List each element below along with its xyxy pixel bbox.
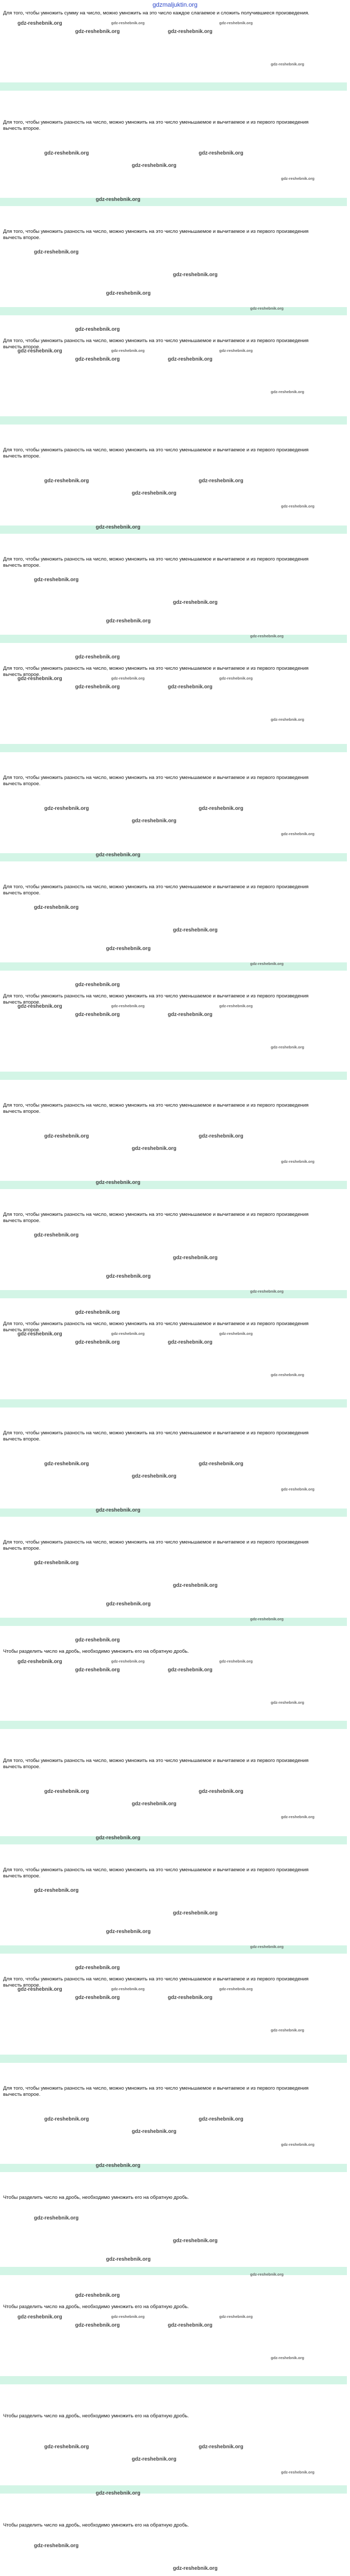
watermark: gdz-reshebnik.org	[96, 197, 141, 202]
problem-block	[3, 775, 347, 884]
answer-line	[0, 198, 347, 206]
equation-line	[3, 1879, 347, 1888]
equation-line	[3, 946, 347, 954]
watermark: gdz-reshebnik.org	[173, 1910, 218, 1916]
equation-line	[3, 1451, 347, 1459]
problem-block	[3, 2304, 347, 2413]
equation-line	[3, 282, 347, 291]
problem-block	[3, 884, 347, 993]
problem-block	[3, 2522, 347, 2576]
watermark: gdz-reshebnik.org	[281, 2470, 315, 2475]
equation-line	[3, 585, 347, 594]
equation-line	[3, 1828, 347, 1836]
watermark: gdz-reshebnik.org	[132, 2129, 177, 2134]
problem-list	[3, 10, 347, 2576]
watermark: gdz-reshebnik.org	[75, 1995, 120, 2001]
rule-hint: Для того, чтобы умножить разность на число, можно умножить на это число уменьшаемое и вычитаемое и из первого произведения вычесть второе.	[3, 1321, 309, 1333]
equation-line	[3, 66, 347, 74]
watermark: gdz-reshebnik.org	[18, 676, 62, 682]
equation-line	[3, 291, 347, 299]
equation-line	[3, 190, 347, 198]
equation-line	[3, 2436, 347, 2444]
equation-line	[3, 2098, 347, 2106]
answer-line	[0, 744, 347, 752]
watermark: gdz-reshebnik.org	[18, 1004, 62, 1009]
rule-hint: Для того, чтобы умножить разность на число, можно умножить на это число уменьшаемое и вычитаемое и из первого произведения вычесть второе.	[3, 556, 309, 568]
watermark: gdz-reshebnik.org	[132, 1801, 177, 1807]
watermark: gdz-reshebnik.org	[111, 1331, 145, 1336]
answer-line	[0, 1181, 347, 1189]
rule-hint: Для того, чтобы умножить разность на число, можно умножить на это число уменьшаемое и вычитаемое и из первого произведения вычесть второе.	[3, 775, 309, 787]
watermark: gdz-reshebnik.org	[34, 1888, 79, 1893]
watermark: gdz-reshebnik.org	[271, 2355, 305, 2360]
problem-block	[3, 1103, 347, 1212]
problem-block	[3, 120, 347, 229]
watermark: gdz-reshebnik.org	[271, 1372, 305, 1377]
rule-hint: Чтобы разделить число на дробь, необходимо умножить его на обратную дробь.	[3, 2413, 189, 2419]
equation-line	[3, 1241, 347, 1249]
watermark: gdz-reshebnik.org	[168, 684, 213, 690]
answer-line	[0, 962, 347, 971]
equation-line	[3, 2038, 347, 2046]
answer-line	[0, 1072, 347, 1080]
equation-line	[3, 1609, 347, 1618]
rule-hint: Для того, чтобы умножить разность на число, можно умножить на это число уменьшаемое и вычитаемое и из первого произведения вычесть второе.	[3, 338, 309, 350]
watermark: gdz-reshebnik.org	[106, 291, 151, 296]
watermark: gdz-reshebnik.org	[34, 2215, 79, 2221]
watermark: gdz-reshebnik.org	[250, 306, 284, 311]
equation-line	[3, 1552, 347, 1560]
equation-line	[3, 367, 347, 375]
watermark: gdz-reshebnik.org	[18, 1331, 62, 1337]
equation-line	[3, 736, 347, 744]
equation-line	[3, 795, 347, 804]
problem-block	[3, 1867, 347, 1976]
watermark: gdz-reshebnik.org	[281, 1815, 315, 1819]
equation-line	[3, 1688, 347, 1696]
answer-line	[0, 1945, 347, 1954]
equation-line	[3, 2250, 347, 2259]
watermark: gdz-reshebnik.org	[199, 478, 243, 484]
answer-line	[0, 1290, 347, 1298]
equation-line	[3, 181, 347, 190]
watermark: gdz-reshebnik.org	[111, 348, 145, 353]
problem-block	[3, 2413, 347, 2522]
watermark: gdz-reshebnik.org	[111, 21, 145, 25]
problem-block	[3, 666, 347, 775]
watermark: gdz-reshebnik.org	[75, 1965, 120, 1971]
equation-line	[3, 2428, 347, 2436]
equation-line	[3, 1713, 347, 1721]
equation-line	[3, 2477, 347, 2485]
watermark: gdz-reshebnik.org	[111, 1004, 145, 1008]
watermark: gdz-reshebnik.org	[106, 1274, 151, 1279]
rule-hint: Для того, чтобы умножить разность на число, можно умножить на это число уменьшаемое и вычитаемое и из первого произведения вычесть второе.	[3, 1867, 309, 1879]
equation-line	[3, 400, 347, 408]
problem-block	[3, 1976, 347, 2086]
equation-line	[3, 1443, 347, 1451]
watermark: gdz-reshebnik.org	[75, 357, 120, 362]
equation-line	[3, 954, 347, 962]
watermark: gdz-reshebnik.org	[34, 1232, 79, 1238]
problem-block	[3, 10, 347, 120]
rule-hint: Для того, чтобы умножить разность на число, можно умножить на это число уменьшаемое и вычитаемое и из первого произведения вычесть второе.	[3, 1976, 309, 1988]
watermark: gdz-reshebnik.org	[168, 1995, 213, 2001]
equation-line	[3, 2046, 347, 2055]
equation-line	[3, 1820, 347, 1828]
watermark: gdz-reshebnik.org	[44, 806, 89, 811]
watermark: gdz-reshebnik.org	[271, 717, 305, 722]
watermark: gdz-reshebnik.org	[34, 2543, 79, 2549]
watermark: gdz-reshebnik.org	[75, 1340, 120, 1345]
watermark: gdz-reshebnik.org	[75, 684, 120, 690]
watermark: gdz-reshebnik.org	[271, 1045, 305, 1049]
problem-block	[3, 2195, 347, 2304]
equation-line	[3, 837, 347, 845]
watermark: gdz-reshebnik.org	[44, 2444, 89, 2450]
equation-line	[3, 241, 347, 249]
equation-line	[3, 140, 347, 148]
watermark: gdz-reshebnik.org	[34, 1560, 79, 1566]
equation-line	[3, 618, 347, 626]
problem-block	[3, 556, 347, 666]
watermark: gdz-reshebnik.org	[132, 2456, 177, 2462]
rule-hint: Для того, чтобы умножить разность на число, можно умножить на это число уменьшаемое и вычитаемое и из первого произведения вычесть второе.	[3, 1539, 309, 1551]
equation-line	[3, 845, 347, 853]
watermark: gdz-reshebnik.org	[250, 1944, 284, 1949]
watermark: gdz-reshebnik.org	[44, 150, 89, 156]
answer-line	[0, 1836, 347, 1844]
watermark: gdz-reshebnik.org	[168, 1667, 213, 1673]
equation-line	[3, 1063, 347, 1072]
watermark: gdz-reshebnik.org	[173, 927, 218, 933]
equation-line	[3, 1568, 347, 1577]
equation-line	[3, 1500, 347, 1509]
equation-line	[3, 509, 347, 517]
watermark: gdz-reshebnik.org	[250, 1617, 284, 1621]
rule-hint: Чтобы разделить число на дробь, необходимо умножить его на обратную дробь.	[3, 2304, 189, 2310]
watermark: gdz-reshebnik.org	[132, 818, 177, 824]
equation-line	[3, 727, 347, 736]
watermark: gdz-reshebnik.org	[132, 490, 177, 496]
watermark: gdz-reshebnik.org	[173, 1583, 218, 1588]
equation-line	[3, 938, 347, 946]
watermark: gdz-reshebnik.org	[173, 2566, 218, 2571]
watermark: gdz-reshebnik.org	[96, 524, 141, 530]
equation-line	[3, 1492, 347, 1500]
watermark: gdz-reshebnik.org	[18, 348, 62, 354]
watermark: gdz-reshebnik.org	[219, 21, 253, 25]
answer-line	[0, 2376, 347, 2384]
watermark: gdz-reshebnik.org	[271, 2028, 305, 2032]
rule-hint: Для того, чтобы умножить разность на число, можно умножить на это число уменьшаемое и вычитаемое и из первого произведения вычесть второе.	[3, 1430, 309, 1442]
equation-line	[3, 626, 347, 635]
watermark: gdz-reshebnik.org	[281, 1487, 315, 1492]
watermark: gdz-reshebnik.org	[281, 1159, 315, 1164]
watermark: gdz-reshebnik.org	[75, 327, 120, 332]
watermark: gdz-reshebnik.org	[111, 676, 145, 681]
equation-line	[3, 1929, 347, 1937]
answer-line	[0, 416, 347, 425]
watermark: gdz-reshebnik.org	[96, 2163, 141, 2168]
answer-line	[0, 2485, 347, 2494]
problem-block	[3, 1758, 347, 1867]
equation-line	[3, 2419, 347, 2428]
watermark: gdz-reshebnik.org	[75, 1667, 120, 1673]
watermark: gdz-reshebnik.org	[271, 1700, 305, 1705]
watermark: gdz-reshebnik.org	[271, 62, 305, 66]
equation-line	[3, 703, 347, 711]
equation-line	[3, 569, 347, 577]
answer-line	[0, 1618, 347, 1626]
watermark: gdz-reshebnik.org	[44, 2116, 89, 2122]
watermark: gdz-reshebnik.org	[199, 1461, 243, 1467]
answer-line	[0, 2267, 347, 2275]
answer-line	[0, 82, 347, 91]
watermark: gdz-reshebnik.org	[18, 1987, 62, 1992]
watermark: gdz-reshebnik.org	[18, 21, 62, 26]
equation-line	[3, 1173, 347, 1181]
rule-hint: Чтобы разделить число на дробь, необходимо умножить его на обратную дробь.	[3, 1649, 189, 1654]
watermark: gdz-reshebnik.org	[219, 676, 253, 681]
equation-line	[3, 468, 347, 476]
problem-block	[3, 1649, 347, 1758]
watermark: gdz-reshebnik.org	[96, 1180, 141, 1185]
rule-hint: Чтобы разделить число на дробь, необходимо умножить его на обратную дробь.	[3, 2195, 189, 2200]
rule-hint: Для того, чтобы умножить разность на число, можно умножить на это число уменьшаемое и вычитаемое и из первого произведения вычесть второе.	[3, 120, 309, 131]
equation-line	[3, 1896, 347, 1904]
equation-line	[3, 517, 347, 526]
answer-line	[0, 2164, 347, 2172]
equation-line	[3, 2201, 347, 2209]
watermark: gdz-reshebnik.org	[199, 2444, 243, 2450]
problem-block	[3, 1430, 347, 1539]
watermark: gdz-reshebnik.org	[111, 1659, 145, 1664]
watermark: gdz-reshebnik.org	[219, 2314, 253, 2319]
answer-line	[0, 307, 347, 315]
equation-line	[3, 1224, 347, 1232]
equation-line	[3, 1274, 347, 1282]
equation-line	[3, 132, 347, 140]
watermark: gdz-reshebnik.org	[106, 1601, 151, 1607]
watermark: gdz-reshebnik.org	[106, 946, 151, 952]
watermark: gdz-reshebnik.org	[96, 1507, 141, 1513]
watermark: gdz-reshebnik.org	[173, 2238, 218, 2244]
site-link[interactable]: gdzmaljuktin.org	[152, 1, 198, 8]
watermark: gdz-reshebnik.org	[250, 634, 284, 638]
answer-line	[0, 853, 347, 861]
problem-block	[3, 229, 347, 338]
watermark: gdz-reshebnik.org	[96, 2490, 141, 2496]
watermark: gdz-reshebnik.org	[219, 348, 253, 353]
problem-block	[3, 1321, 347, 1430]
watermark: gdz-reshebnik.org	[18, 1659, 62, 1665]
watermark: gdz-reshebnik.org	[75, 654, 120, 660]
equation-line	[3, 2335, 347, 2343]
equation-line	[3, 460, 347, 468]
equation-line	[3, 258, 347, 266]
answer-line	[0, 635, 347, 643]
watermark: gdz-reshebnik.org	[106, 618, 151, 624]
equation-line	[3, 1282, 347, 1290]
equation-line	[3, 1164, 347, 1173]
equation-line	[3, 896, 347, 905]
equation-line	[3, 1770, 347, 1778]
watermark: gdz-reshebnik.org	[281, 504, 315, 509]
answer-line	[0, 1509, 347, 1517]
watermark: gdz-reshebnik.org	[96, 852, 141, 858]
watermark: gdz-reshebnik.org	[44, 478, 89, 484]
watermark: gdz-reshebnik.org	[219, 1987, 253, 1991]
answer-line	[0, 526, 347, 534]
answer-line	[0, 1399, 347, 1408]
watermark: gdz-reshebnik.org	[132, 1146, 177, 1151]
watermark: gdz-reshebnik.org	[250, 961, 284, 966]
problem-block	[3, 1539, 347, 1649]
watermark: gdz-reshebnik.org	[111, 2314, 145, 2319]
watermark: gdz-reshebnik.org	[271, 389, 305, 394]
answer-line	[0, 1721, 347, 1729]
answer-line	[0, 2055, 347, 2063]
watermark: gdz-reshebnik.org	[44, 1133, 89, 1139]
problem-block	[3, 447, 347, 556]
watermark: gdz-reshebnik.org	[132, 1473, 177, 1479]
watermark: gdz-reshebnik.org	[34, 249, 79, 255]
equation-line	[3, 1593, 347, 1601]
equation-line	[3, 2343, 347, 2351]
equation-line	[3, 1123, 347, 1131]
watermark: gdz-reshebnik.org	[106, 1929, 151, 1935]
watermark: gdz-reshebnik.org	[199, 806, 243, 811]
watermark: gdz-reshebnik.org	[168, 1012, 213, 1018]
watermark: gdz-reshebnik.org	[96, 1835, 141, 1841]
equation-line	[3, 1055, 347, 1063]
watermark: gdz-reshebnik.org	[281, 832, 315, 836]
watermark: gdz-reshebnik.org	[75, 2293, 120, 2298]
equation-line	[3, 2529, 347, 2537]
equation-line	[3, 2360, 347, 2368]
equation-line	[3, 694, 347, 703]
problem-block	[3, 338, 347, 447]
rule-hint: Для того, чтобы умножить разность на число, можно умножить на это число уменьшаемое и вычитаемое и из первого произведения вычесть второе.	[3, 666, 309, 677]
equation-line	[3, 1383, 347, 1391]
problem-block	[3, 993, 347, 1103]
rule-hint: Для того, чтобы умножить разность на число, можно умножить на это число уменьшаемое и вычитаемое и из первого произведения вычесть второе.	[3, 993, 309, 1005]
rule-hint: Для того, чтобы умножить разность на число, можно умножить на это число уменьшаемое и вычитаемое и из первого произведения вычесть второе.	[3, 1103, 309, 1114]
equation-line	[3, 2106, 347, 2114]
equation-line	[3, 1704, 347, 1713]
equation-line	[3, 1937, 347, 1945]
equation-line	[3, 2013, 347, 2022]
rule-hint: Для того, чтобы умножить сумму на число, можно умножить на это число каждое слагаемое и сложить получившиеся произведения.	[3, 10, 309, 16]
equation-line	[3, 1921, 347, 1929]
watermark: gdz-reshebnik.org	[250, 1289, 284, 1294]
equation-line	[3, 41, 347, 49]
watermark: gdz-reshebnik.org	[173, 1255, 218, 1261]
equation-line	[3, 1265, 347, 1274]
equation-line	[3, 1022, 347, 1030]
watermark: gdz-reshebnik.org	[219, 1004, 253, 1008]
equation-line	[3, 2226, 347, 2234]
watermark: gdz-reshebnik.org	[75, 1012, 120, 1018]
problem-block	[3, 1212, 347, 1321]
equation-line	[3, 1391, 347, 1399]
equation-line	[3, 1601, 347, 1609]
watermark: gdz-reshebnik.org	[199, 1789, 243, 1794]
watermark: gdz-reshebnik.org	[281, 176, 315, 181]
watermark: gdz-reshebnik.org	[199, 150, 243, 156]
equation-line	[3, 2259, 347, 2267]
equation-line	[3, 408, 347, 416]
watermark: gdz-reshebnik.org	[18, 2314, 62, 2320]
equation-line	[3, 787, 347, 795]
watermark: gdz-reshebnik.org	[111, 1987, 145, 1991]
watermark: gdz-reshebnik.org	[168, 357, 213, 362]
watermark: gdz-reshebnik.org	[34, 577, 79, 583]
watermark: gdz-reshebnik.org	[106, 2257, 151, 2262]
rule-hint: Для того, чтобы умножить разность на число, можно умножить на это число уменьшаемое и вычитаемое и из первого произведения вычесть второе.	[3, 1758, 309, 1770]
watermark: gdz-reshebnik.org	[75, 29, 120, 35]
problem-block	[3, 2086, 347, 2195]
watermark: gdz-reshebnik.org	[75, 2323, 120, 2328]
equation-line	[3, 610, 347, 618]
watermark: gdz-reshebnik.org	[168, 2323, 213, 2328]
watermark: gdz-reshebnik.org	[219, 1331, 253, 1336]
rule-hint: Для того, чтобы умножить разность на число, можно умножить на это число уменьшаемое и вычитаемое и из первого произведения вычесть второе.	[3, 1212, 309, 1224]
rule-hint: Чтобы разделить число на дробь, необходимо умножить его на обратную дробь.	[3, 2522, 189, 2528]
watermark: gdz-reshebnik.org	[281, 2142, 315, 2147]
equation-line	[3, 1778, 347, 1787]
watermark: gdz-reshebnik.org	[219, 1659, 253, 1664]
equation-line	[3, 2147, 347, 2156]
watermark: gdz-reshebnik.org	[199, 1133, 243, 1139]
watermark: gdz-reshebnik.org	[173, 600, 218, 605]
equation-line	[3, 1680, 347, 1688]
watermark: gdz-reshebnik.org	[168, 29, 213, 35]
equation-line	[3, 1350, 347, 1358]
equation-line	[3, 2553, 347, 2562]
rule-hint: Для того, чтобы умножить разность на число, можно умножить на это число уменьшаемое и вычитаемое и из первого произведения вычесть второе.	[3, 447, 309, 459]
equation-line	[3, 913, 347, 921]
equation-line	[3, 2368, 347, 2376]
equation-line	[3, 1115, 347, 1123]
watermark: gdz-reshebnik.org	[75, 1310, 120, 1315]
watermark: gdz-reshebnik.org	[168, 1340, 213, 1345]
equation-line	[3, 2005, 347, 2013]
watermark: gdz-reshebnik.org	[44, 1789, 89, 1794]
equation-line	[3, 74, 347, 82]
watermark: gdz-reshebnik.org	[199, 2116, 243, 2122]
equation-line	[3, 375, 347, 383]
equation-line	[3, 1358, 347, 1366]
watermark: gdz-reshebnik.org	[250, 2272, 284, 2277]
rule-hint: Для того, чтобы умножить разность на число, можно умножить на это число уменьшаемое и вычитаемое и из первого произведения вычесть второе.	[3, 229, 309, 241]
watermark: gdz-reshebnik.org	[75, 1637, 120, 1643]
watermark: gdz-reshebnik.org	[44, 1461, 89, 1467]
equation-line	[3, 49, 347, 58]
rule-hint: Для того, чтобы умножить разность на число, можно умножить на это число уменьшаемое и вычитаемое и из первого произведения вычесть второе.	[3, 2086, 309, 2097]
watermark: gdz-reshebnik.org	[34, 905, 79, 910]
watermark: gdz-reshebnik.org	[173, 272, 218, 278]
watermark: gdz-reshebnik.org	[132, 163, 177, 168]
equation-line	[3, 1030, 347, 1039]
equation-line	[3, 2156, 347, 2164]
rule-hint: Для того, чтобы умножить разность на число, можно умножить на это число уменьшаемое и вычитаемое и из первого произведения вычесть второе.	[3, 884, 309, 896]
equation-line	[3, 299, 347, 307]
watermark: gdz-reshebnik.org	[75, 982, 120, 988]
